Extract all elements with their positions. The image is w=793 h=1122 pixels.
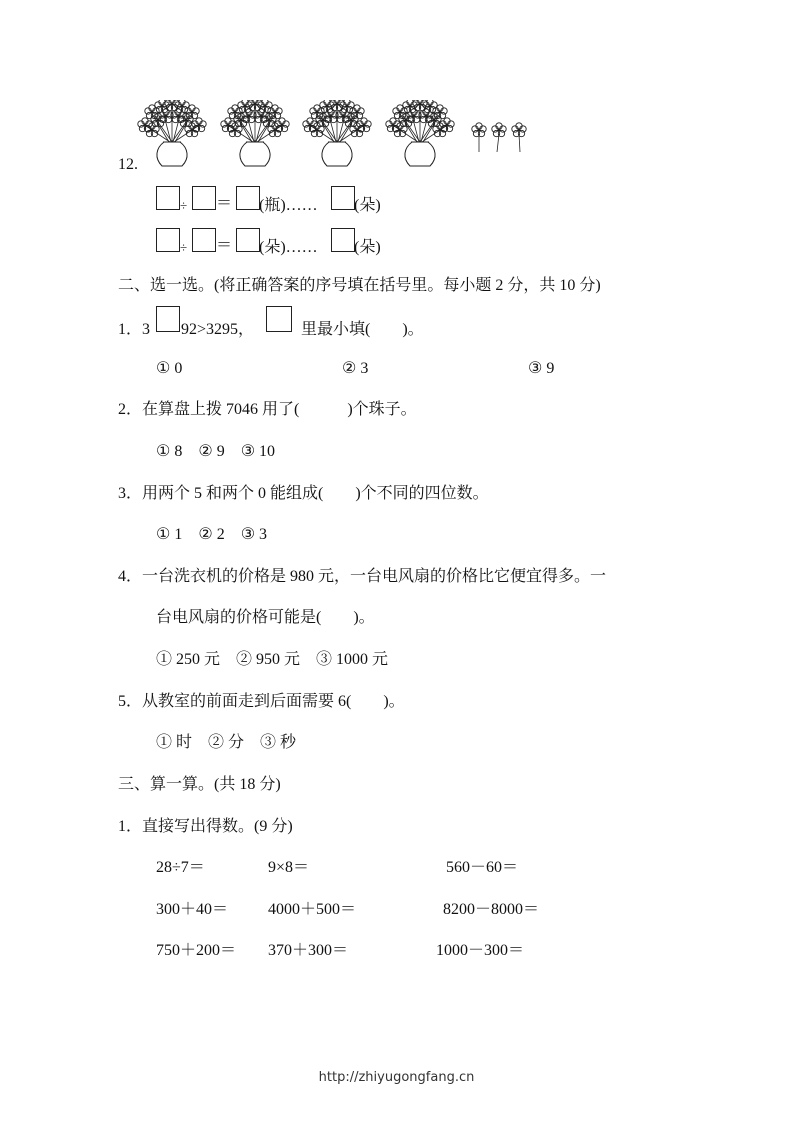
divide-sign: ÷ bbox=[180, 198, 188, 213]
answer-box[interactable] bbox=[236, 186, 260, 210]
calc-item: 1000－300＝ bbox=[436, 942, 525, 959]
footer-url[interactable]: http://zhiyugongfang.cn bbox=[318, 1070, 475, 1085]
q1-inequality: 92>3295， bbox=[181, 321, 255, 338]
q2-options[interactable]: ① 8 ② 9 ③ 10 bbox=[156, 443, 276, 460]
section-2-heading: 二、选一选。(将正确答案的序号填在括号里。每小题 2 分，共 10 分) bbox=[118, 277, 601, 294]
section-3-heading: 三、算一算。(共 18 分) bbox=[118, 776, 281, 793]
unit-label: (朵) bbox=[354, 197, 381, 214]
q3-text: 3．用两个 5 和两个 0 能组成( )个不同的四位数。 bbox=[118, 485, 489, 502]
answer-box[interactable] bbox=[156, 186, 180, 210]
q5-options[interactable]: ① 时 ② 分 ③ 秒 bbox=[156, 734, 297, 751]
q3-options[interactable]: ① 1 ② 2 ③ 3 bbox=[156, 526, 268, 543]
q4-text-line2: 台电风扇的价格可能是( )。 bbox=[156, 609, 375, 626]
answer-box[interactable] bbox=[192, 186, 216, 210]
q5-text: 5．从教室的前面走到后面需要 6( )。 bbox=[118, 693, 405, 710]
calc-item: 370＋300＝ bbox=[268, 942, 349, 959]
calc-item: 300＋40＝ bbox=[156, 901, 229, 918]
calc-item: 28÷7＝ bbox=[156, 859, 205, 876]
q4-options[interactable]: ① 250 元 ② 950 元 ③ 1000 元 bbox=[156, 651, 389, 668]
calc-item: 9×8＝ bbox=[268, 859, 310, 876]
unit-label: (朵)…… bbox=[259, 239, 318, 256]
question-12-number: 12. bbox=[118, 156, 138, 173]
q1-tail: 里最小填( )。 bbox=[301, 321, 424, 338]
answer-box[interactable] bbox=[156, 228, 180, 252]
digit-box[interactable] bbox=[156, 306, 180, 332]
q1-option-b[interactable]: ② 3 bbox=[342, 360, 369, 377]
section-3-sub1: 1．直接写出得数。(9 分) bbox=[118, 818, 293, 835]
q2-text: 2．在算盘上拨 7046 用了( )个珠子。 bbox=[118, 401, 417, 418]
q1-option-c[interactable]: ③ 9 bbox=[528, 360, 555, 377]
q4-text-line1: 4．一台洗衣机的价格是 980 元，一台电风扇的价格比它便宜得多。一 bbox=[118, 568, 607, 585]
answer-box[interactable] bbox=[331, 186, 355, 210]
unit-label: (朵) bbox=[354, 239, 381, 256]
calc-item: 8200－8000＝ bbox=[443, 901, 540, 918]
calc-item: 750＋200＝ bbox=[156, 942, 237, 959]
divide-sign: ÷ bbox=[180, 240, 188, 255]
answer-box[interactable] bbox=[331, 228, 355, 252]
digit-box[interactable] bbox=[266, 306, 292, 332]
equals-sign: ＝ bbox=[216, 237, 233, 254]
flower-vases-illustration bbox=[135, 100, 535, 170]
answer-box[interactable] bbox=[236, 228, 260, 252]
q1-prefix: 1．3 bbox=[118, 321, 151, 338]
calc-item: 560－60＝ bbox=[446, 859, 519, 876]
calc-item: 4000＋500＝ bbox=[268, 901, 357, 918]
equals-sign: ＝ bbox=[216, 195, 233, 212]
q1-option-a[interactable]: ① 0 bbox=[156, 360, 183, 377]
answer-box[interactable] bbox=[192, 228, 216, 252]
unit-label: (瓶)…… bbox=[259, 197, 318, 214]
